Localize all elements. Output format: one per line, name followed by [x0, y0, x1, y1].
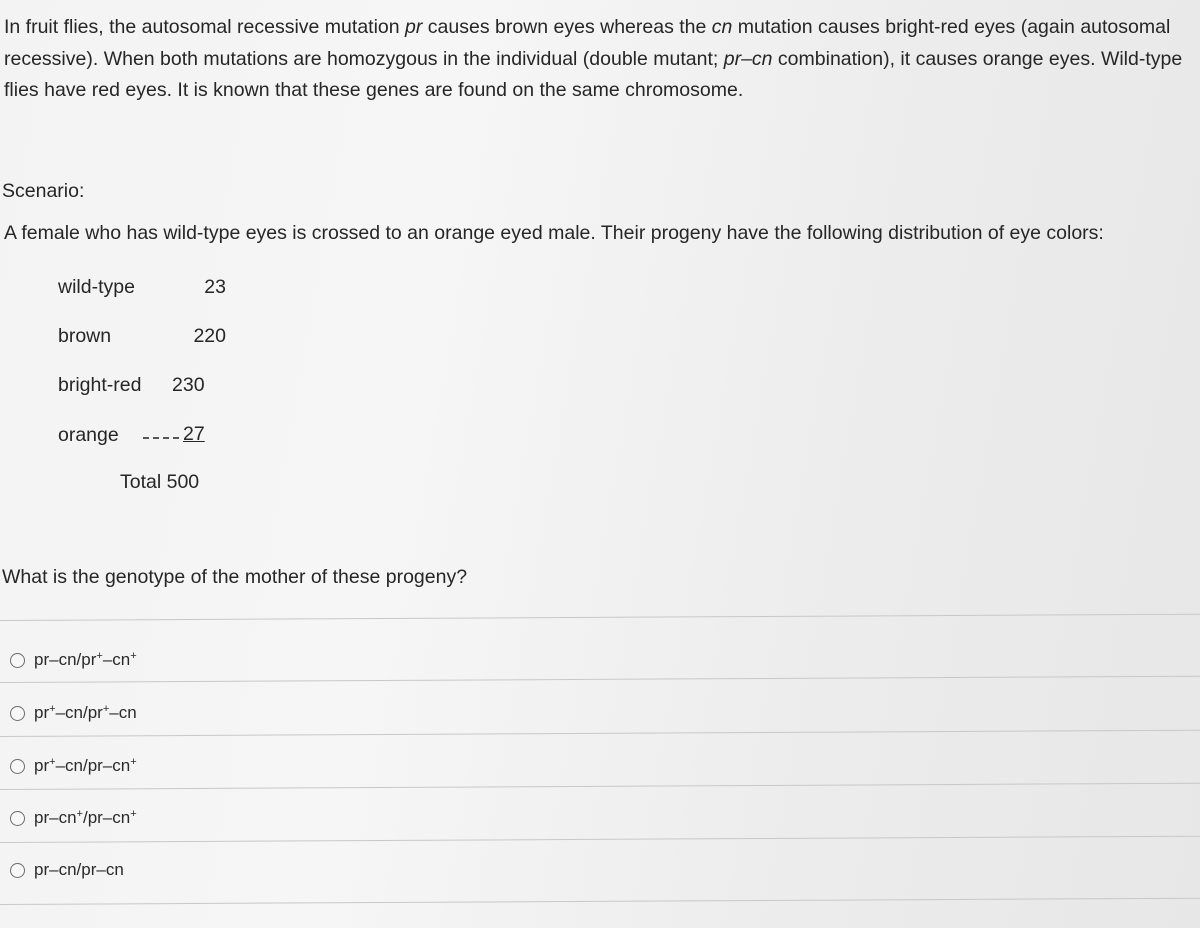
option-label: pr–cn+/pr–cn+ [34, 808, 137, 827]
phenotype-count-bright-red: 230 [172, 374, 205, 396]
phenotype-count-wild-type: 23 [204, 276, 226, 298]
answer-option-2[interactable] [10, 703, 137, 723]
phenotype-count-orange: 27 [183, 423, 205, 445]
option-label: pr+–cn/pr–cn+ [34, 756, 137, 775]
divider [0, 898, 1200, 905]
option-label: pr+–cn/pr+–cn [34, 703, 137, 722]
divider [0, 730, 1200, 737]
divider [0, 836, 1200, 843]
divider [0, 676, 1200, 683]
gene-cn: cn [711, 16, 733, 38]
dashed-line [143, 437, 179, 439]
scenario-heading: Scenario: [2, 180, 85, 202]
radio-button[interactable] [10, 653, 25, 668]
gene-pr: pr [405, 16, 423, 38]
phenotype-label-brown: brown [58, 325, 112, 347]
radio-button[interactable] [10, 811, 25, 826]
scenario-text: A female who has wild-type eyes is crossed to an orange eyed male. Their progeny have the following distribution of eye colors: [4, 222, 1104, 244]
answer-option-1[interactable] [10, 650, 137, 670]
intro-text: causes brown eyes whereas the [422, 16, 712, 38]
phenotype-label-wild-type: wild-type [58, 276, 135, 298]
total-count: Total 500 [120, 471, 200, 493]
intro-text: combination), it causes orange eyes. Wild-type flies have red eyes. It is known that these genes are found on the same chromosome. [4, 47, 1183, 101]
phenotype-count-brown: 220 [193, 325, 226, 347]
option-label: pr–cn/pr+–cn+ [34, 650, 137, 669]
question-text: What is the genotype of the mother of these progeny? [2, 566, 468, 588]
divider [0, 783, 1200, 790]
answer-option-3[interactable] [10, 756, 137, 776]
radio-button[interactable] [10, 706, 25, 721]
answer-option-5[interactable] [10, 860, 124, 880]
option-label: pr–cn/pr–cn [34, 860, 124, 879]
problem-intro [4, 12, 1194, 107]
divider [0, 614, 1200, 621]
answer-option-4[interactable] [10, 808, 137, 828]
phenotype-label-bright-red: bright-red [58, 374, 142, 396]
radio-button[interactable] [10, 863, 25, 878]
intro-text: mutation causes bright-red eyes (again autosomal recessive). When both mutations are homozygous in the individual (double mutant; [4, 16, 1171, 70]
radio-button[interactable] [10, 759, 25, 774]
gene-pr-cn: pr–cn [723, 47, 773, 70]
intro-text: In fruit flies, the autosomal recessive mutation [4, 16, 406, 38]
phenotype-label-orange: orange [58, 424, 119, 446]
